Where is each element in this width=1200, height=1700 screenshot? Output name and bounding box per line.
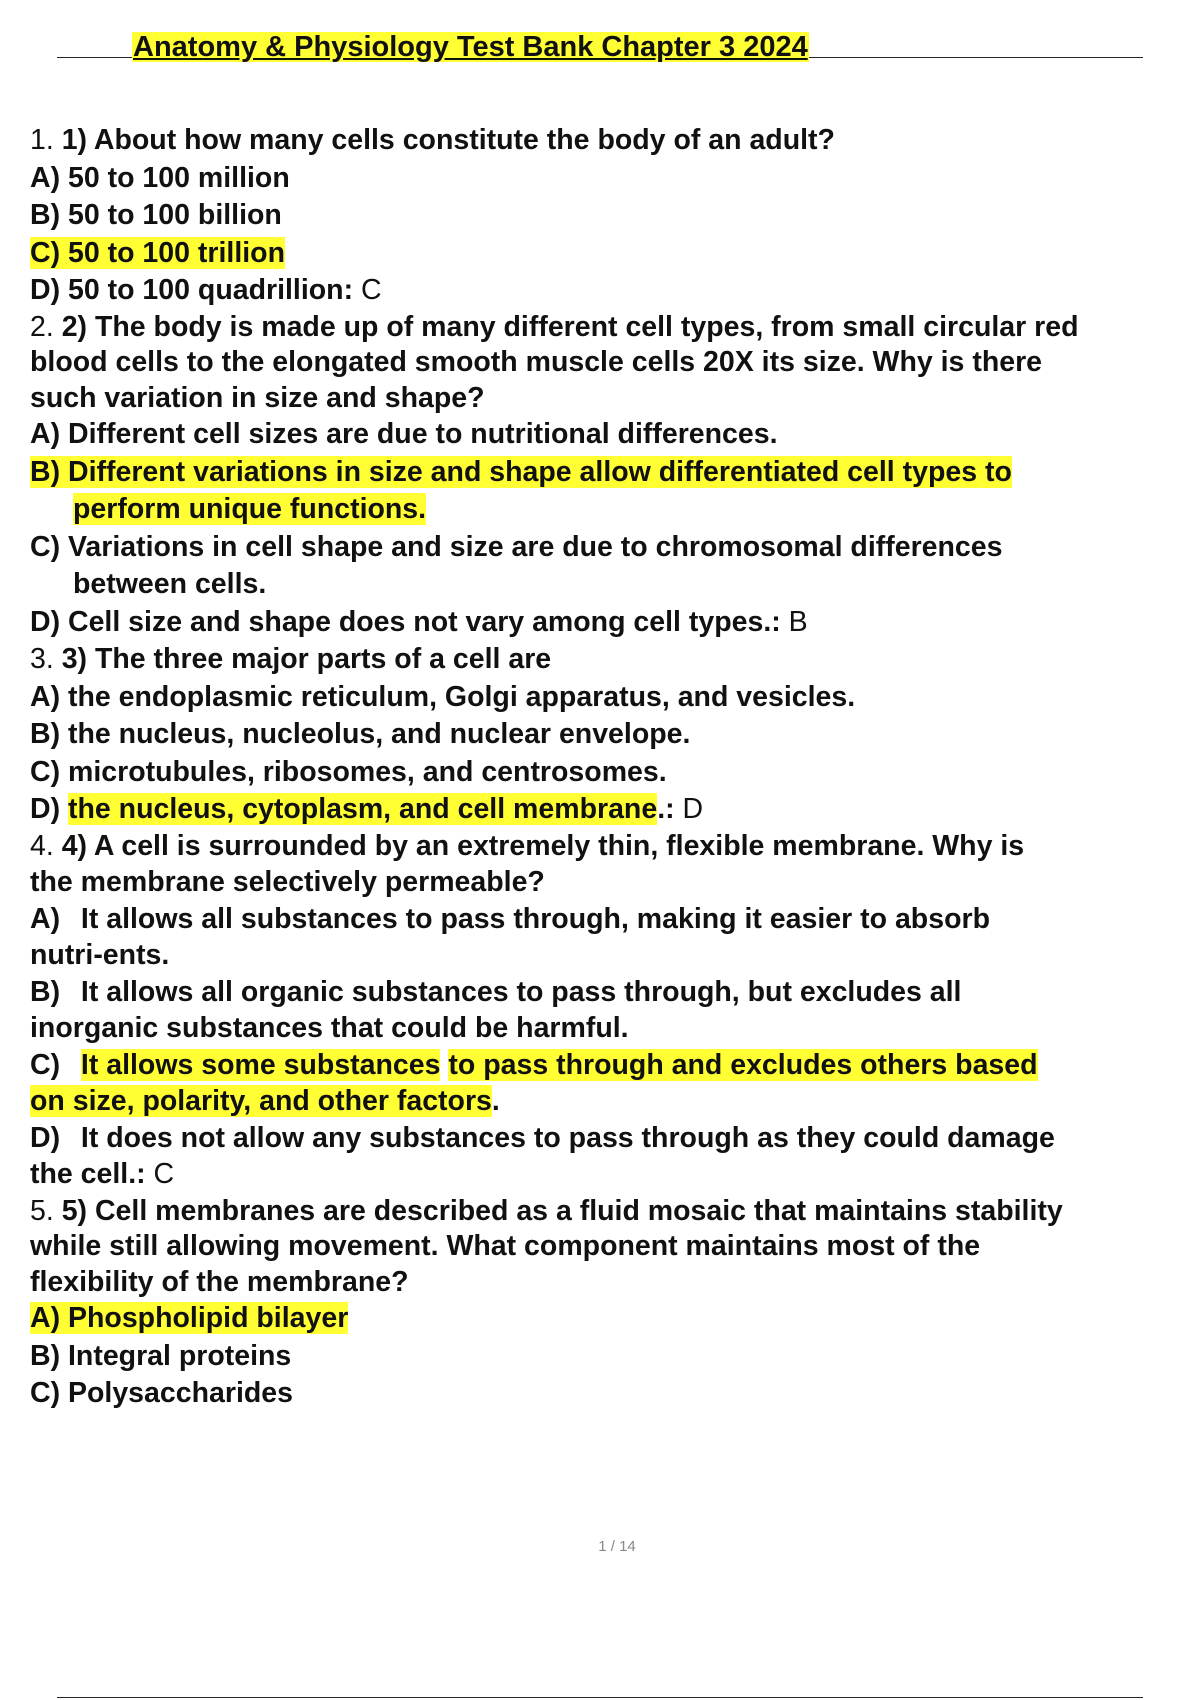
question-4-choice-d: D) It does not allow any substances to pass through as they could damage [30,1121,1055,1154]
question-5-choice-c: C) Polysaccharides [30,1377,293,1409]
question-list [30,122,1200,1413]
question-1-choice-c: C) 50 to 100 trillion [30,236,285,269]
question-4-choice-a: A) It allows all substances to pass through, making it easier to absorb [30,902,990,935]
answer-key: C [360,274,382,306]
question-5-stem: 5. 5) Cell membranes are described as a fluid mosaic that maintains stability [30,1194,1063,1227]
bottom-rule [57,1697,1143,1698]
question-1-choice-d: D) 50 to 100 quadrillion: C [30,274,382,306]
question-3-choice-a: A) the endoplasmic reticulum, Golgi apparatus, and vesicles. [30,680,856,713]
question-3-stem: 3. 3) The three major parts of a cell are [30,643,552,675]
question-4-choice-b: B) It allows all organic substances to pass through, but excludes all [30,975,962,1008]
question-4-choice-b-cont: inorganic substances that could be harmful. [30,1012,629,1044]
answer-key: D [682,793,704,825]
question-2-choice-b: B) Different variations in size and shape allow differentiated cell types to [30,455,1012,488]
question-4-choice-d-cont: the cell.: C [30,1158,175,1190]
question-3-choice-d: D) the nucleus, cytoplasm, and cell membrane.: D [30,793,704,825]
question-5-choice-b: B) Integral proteins [30,1339,292,1372]
question-5-stem-line: flexibility of the membrane? [30,1265,409,1298]
question-3-choice-c: C) microtubules, ribosomes, and centrosomes. [30,755,667,788]
answer-key: B [788,605,808,638]
question-2-choice-d: D) Cell size and shape does not vary among cell types.: B [30,605,808,638]
question-5-stem-line: while still allowing movement. What component maintains most of the [30,1230,981,1262]
question-1-stem: 1. 1) About how many cells constitute the body of an adult? [30,124,835,156]
question-4-choice-a-cont: nutri-ents. [30,939,170,971]
answer-key: C [153,1158,175,1190]
question-1-choice-b: B) 50 to 100 billion [30,199,282,231]
question-2-choice-b-cont: perform unique functions. [73,493,427,525]
question-4-choice-c-cont: on size, polarity, and other factors. [30,1085,500,1117]
question-2-stem: 2. 2) The body is made up of many different cell types, from small circular red [30,310,1079,343]
question-4-stem: 4. 4) A cell is surrounded by an extremely thin, flexible membrane. Why is [30,829,1025,862]
question-2-stem-line: such variation in size and shape? [30,381,485,414]
question-3-choice-b: B) the nucleus, nucleolus, and nuclear envelope. [30,718,691,750]
question-4-stem-line: the membrane selectively permeable? [30,866,545,898]
question-2-choice-c-cont: between cells. [73,568,267,600]
page-indicator: 1 / 14 [598,1538,636,1555]
question-2-choice-c: C) Variations in cell shape and size are due to chromosomal differences [30,530,1003,563]
page-title: Anatomy & Physiology Test Bank Chapter 3 2024 [133,31,808,63]
question-2-stem-line: blood cells to the elongated smooth muscle cells 20X its size. Why is there [30,346,1043,378]
question-5-choice-a: A) Phospholipid bilayer [30,1302,349,1334]
question-4-choice-c: C) It allows some substances to pass through and excludes others based [30,1048,1038,1081]
title-row [57,30,1143,66]
question-2-choice-a: A) Different cell sizes are due to nutritional differences. [30,418,778,450]
question-1-choice-a: A) 50 to 100 million [30,161,290,194]
